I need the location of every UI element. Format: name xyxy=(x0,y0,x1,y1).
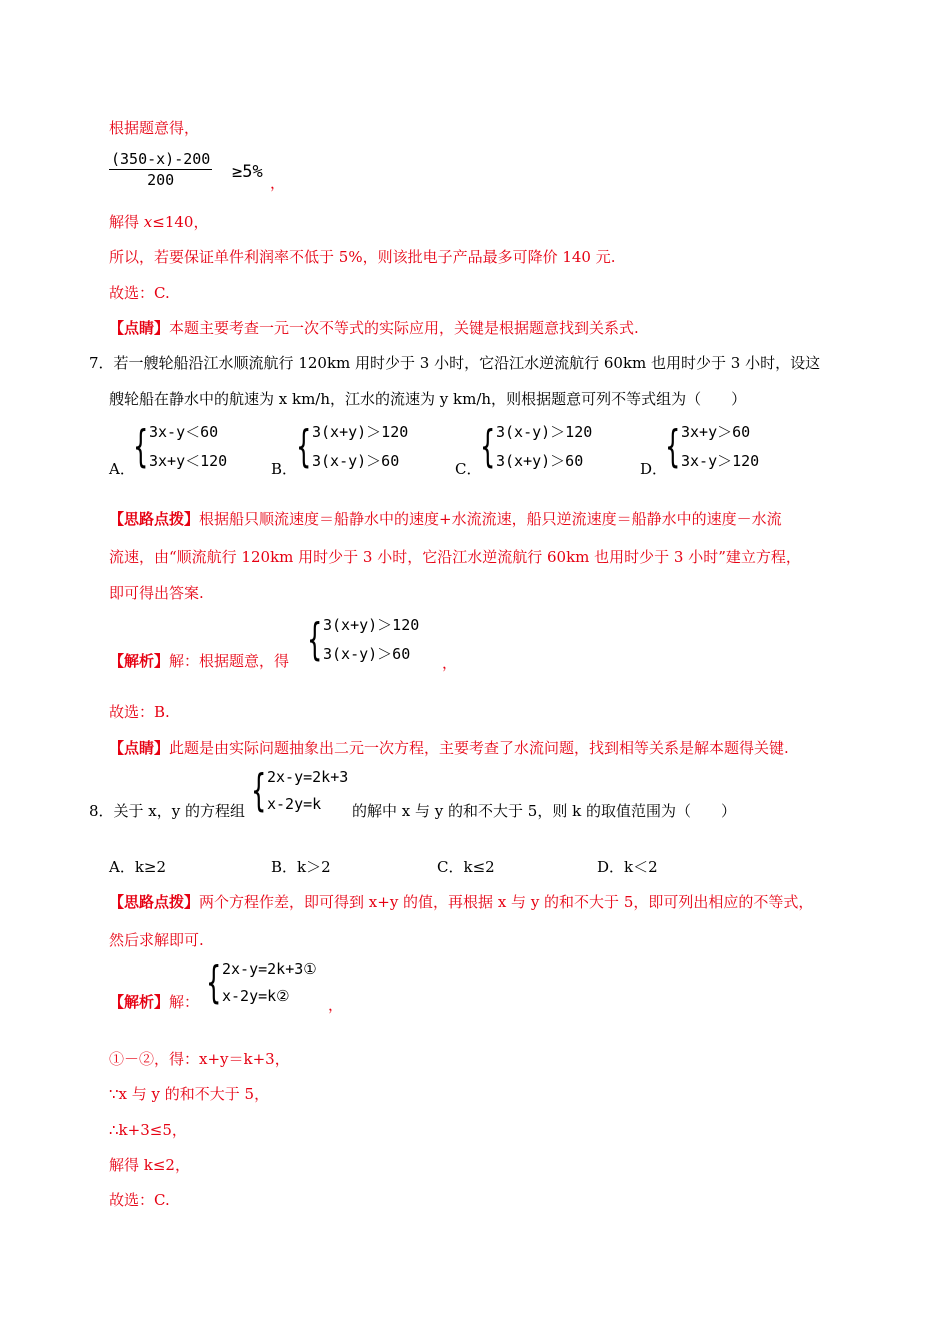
solve-var: x xyxy=(143,213,153,231)
solve-line xyxy=(109,212,208,232)
brace-icon: { xyxy=(480,421,496,472)
q7-option-d-system xyxy=(665,418,759,476)
q7-option-c-label: C． xyxy=(455,460,482,478)
q7-d-eq1: 3x+y＞60 xyxy=(681,423,751,441)
q8-stem-a: 8．关于 x，y 的方程组 xyxy=(89,802,246,820)
q7-comment-line xyxy=(109,738,789,758)
brace-icon: { xyxy=(665,421,681,472)
q8-step3: ∴k+3≤5， xyxy=(109,1121,187,1139)
brace-icon: { xyxy=(307,614,323,665)
q7-answer: 故选：B. xyxy=(109,703,170,721)
q8-hint-line2: 然后求解即可. xyxy=(109,931,204,949)
q7-b-eq1: 3(x+y)＞120 xyxy=(312,423,409,441)
q8-stem-b: 的解中 x 与 y 的和不大于 5，则 k 的取值范围为（ ） xyxy=(352,802,736,820)
q7-hint-line1 xyxy=(109,509,782,529)
q8-sol-eq1: 2x-y=2k+3① xyxy=(222,960,317,978)
conclusion-line: 所以，若要保证单件利润率不低于 5%，则该批电子产品最多可降价 140 元. xyxy=(109,248,616,266)
q8-option-d: D．k＜2 xyxy=(597,858,658,876)
fraction-bar xyxy=(109,169,212,170)
q7-sol-tail: ， xyxy=(442,654,458,672)
q7-option-d-label: D． xyxy=(640,460,668,478)
q8-step4: 解得 k≤2， xyxy=(109,1156,190,1174)
q7-stem-line2: 艘轮船在静水中的航速为 x km/h，江水的流速为 y km/h，则根据题意可列不等式组为（ ） xyxy=(109,390,747,408)
q7-comment-text: 此题是由实际问题抽象出二元一次方程，主要考查了水流问题，找到相等关系是解本题得关键. xyxy=(169,739,789,757)
q7-hint-line3: 即可得出答案. xyxy=(109,584,204,602)
q8-sol-text: 解： xyxy=(169,993,200,1011)
q7-option-b-system xyxy=(296,418,408,476)
q7-sol-eq2: 3(x-y)＞60 xyxy=(323,645,411,663)
fraction-tail: ， xyxy=(270,174,286,192)
q7-comment-tag: 【点睛】 xyxy=(109,739,170,757)
q8-eq1: 2x-y=2k+3 xyxy=(267,768,349,786)
fraction-expression xyxy=(109,150,212,189)
solve-result: ≤140， xyxy=(152,213,209,231)
q8-solution-system xyxy=(206,956,317,1010)
brace-icon: { xyxy=(133,421,149,472)
q8-answer: 故选：C. xyxy=(109,1191,170,1209)
q7-a-eq2: 3x+y＜120 xyxy=(149,452,228,470)
q7-hint-tag: 【思路点拨】 xyxy=(109,510,200,528)
q8-option-a: A．k≥2 xyxy=(109,858,167,876)
fraction-numerator: (350-x)-200 xyxy=(111,150,211,168)
brace-icon: { xyxy=(296,421,312,472)
q8-option-b: B．k＞2 xyxy=(271,858,331,876)
q7-hint-line2: 流速，由“顺流航行 120km 用时少于 3 小时，它沿江水逆流航行 60km 也用时少于 3 小时”建立方程， xyxy=(109,548,801,566)
q7-sol-tag: 【解析】 xyxy=(109,652,170,670)
fraction-rhs: ≥5% xyxy=(232,162,263,182)
q8-option-c: C．k≤2 xyxy=(437,858,495,876)
q7-c-eq1: 3(x-y)＞120 xyxy=(496,423,593,441)
q7-b-eq2: 3(x-y)＞60 xyxy=(312,452,400,470)
q7-option-b-label: B． xyxy=(271,460,298,478)
comment-line-1 xyxy=(109,318,639,338)
q7-c-eq2: 3(x+y)＞60 xyxy=(496,452,584,470)
comment-tag-1: 【点睛】 xyxy=(109,319,170,337)
q7-a-eq1: 3x-y＜60 xyxy=(149,423,219,441)
answer-line-1: 故选：C. xyxy=(109,284,170,302)
q7-stem-line1: 7．若一艘轮船沿江水顺流航行 120km 用时少于 3 小时，它沿江水逆流航行 60km 也用时少于 3 小时，设这 xyxy=(89,354,821,372)
q7-solution-line xyxy=(109,651,289,671)
q7-hint-text1: 根据船只顺流速度＝船静水中的速度+水流流速，船只逆流速度＝船静水中的速度－水流 xyxy=(199,510,782,528)
q7-sol-eq1: 3(x+y)＞120 xyxy=(323,616,420,634)
fraction-denominator: 200 xyxy=(147,171,175,189)
q8-stem-system xyxy=(251,764,348,818)
q8-sol-tag: 【解析】 xyxy=(109,993,170,1011)
q8-sol-eq2: x-2y=k② xyxy=(222,987,290,1005)
q7-sol-text: 解：根据题意，得 xyxy=(169,652,290,670)
q8-step2: ∵x 与 y 的和不大于 5， xyxy=(109,1085,270,1103)
q7-option-a-label: A． xyxy=(109,460,135,478)
q8-hint-line1 xyxy=(109,892,813,912)
brace-icon: { xyxy=(251,765,267,816)
q7-option-c-system xyxy=(480,418,592,476)
intro-line: 根据题意得， xyxy=(109,119,200,137)
q8-solution-line xyxy=(109,992,199,1012)
q7-d-eq2: 3x-y＞120 xyxy=(681,452,760,470)
q8-step1: ①－②，得：x+y＝k+3， xyxy=(109,1050,290,1068)
comment-text-1: 本题主要考查一元一次不等式的实际应用，关键是根据题意找到关系式. xyxy=(169,319,639,337)
q8-hint-text1: 两个方程作差，即可得到 x+y 的值，再根据 x 与 y 的和不大于 5，即可列出相应的不等式， xyxy=(199,893,814,911)
q8-eq2: x-2y=k xyxy=(267,795,322,813)
brace-icon: { xyxy=(206,957,222,1008)
solve-prefix: 解得 xyxy=(109,213,144,231)
q7-option-a-system xyxy=(133,418,227,476)
q8-sol-tail: ， xyxy=(328,996,344,1014)
q7-solution-system xyxy=(307,611,419,669)
q8-hint-tag: 【思路点拨】 xyxy=(109,893,200,911)
